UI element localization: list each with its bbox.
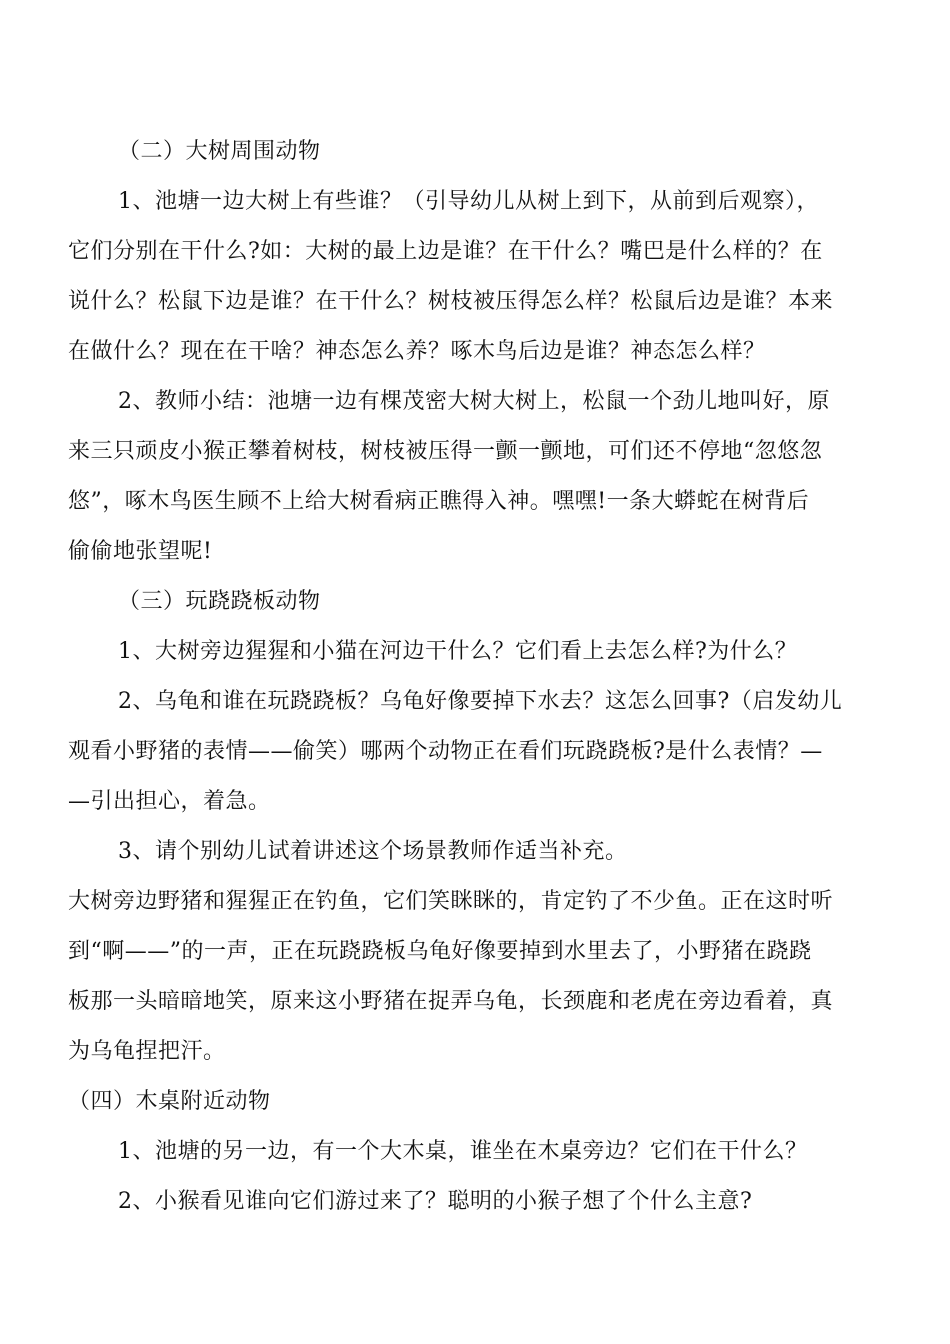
paragraph-line: 在做什么？现在在干啥？神态怎么养？啄木鸟后边是谁？神态怎么样？ [68, 339, 766, 364]
paragraph-line: 2、小猴看见谁向它们游过来了？聪明的小猴子想了个什么主意? [118, 1189, 753, 1214]
paragraph-line: 大树旁边野猪和猩猩正在钓鱼，它们笑眯眯的，肯定钓了不少鱼。正在这时听 [68, 889, 834, 914]
paragraph-line: 1、大树旁边猩猩和小猫在河边干什么？它们看上去怎么样?为什么？ [118, 639, 798, 664]
paragraph-line: 悠”，啄木鸟医生顾不上给大树看病正瞧得入神。嘿嘿!一条大蟒蛇在树背后 [68, 489, 810, 514]
paragraph-line: 到“啊——”的一声，正在玩跷跷板乌龟好像要掉到水里去了，小野猪在跷跷 [68, 939, 812, 964]
paragraph-line: 偷偷地张望呢! [68, 539, 213, 564]
paragraph-line: 1、池塘的另一边，有一个大木桌，谁坐在木桌旁边？它们在干什么？ [118, 1139, 808, 1164]
paragraph-line: 板那一头暗暗地笑，原来这小野猪在捉弄乌龟，长颈鹿和老虎在旁边看着，真 [68, 989, 834, 1014]
paragraph-line: 为乌龟捏把汗。 [68, 1039, 226, 1064]
paragraph-line: 1、池塘一边大树上有些谁？（引导幼儿从树上到下，从前到后观察）， [118, 189, 819, 214]
paragraph-line: 它们分别在干什么?如：大树的最上边是谁？在干什么？嘴巴是什么样的？在 [68, 239, 823, 264]
section-heading-2: （二）大树周围动物 [118, 139, 321, 164]
paragraph-line: 2、教师小结：池塘一边有棵茂密大树大树上，松鼠一个劲儿地叫好，原 [118, 389, 830, 414]
paragraph-line: 说什么？松鼠下边是谁？在干什么？树枝被压得怎么样？松鼠后边是谁？本来 [68, 289, 834, 314]
paragraph-line: 观看小野猪的表情——偷笑）哪两个动物正在看们玩跷跷板?是什么表情？— [68, 739, 823, 764]
paragraph-line: 2、乌龟和谁在玩跷跷板？乌龟好像要掉下水去？这怎么回事?（启发幼儿 [118, 689, 843, 714]
section-heading-3: （三）玩跷跷板动物 [118, 589, 321, 614]
paragraph-line: —引出担心，着急。 [68, 789, 271, 814]
paragraph-line: 3、请个别幼儿试着讲述这个场景教师作适当补充。 [118, 839, 628, 864]
section-heading-4: （四）木桌附近动物 [68, 1089, 271, 1114]
paragraph-line: 来三只顽皮小猴正攀着树枝，树枝被压得一颤一颤地，可们还不停地“忽悠忽 [68, 439, 823, 464]
